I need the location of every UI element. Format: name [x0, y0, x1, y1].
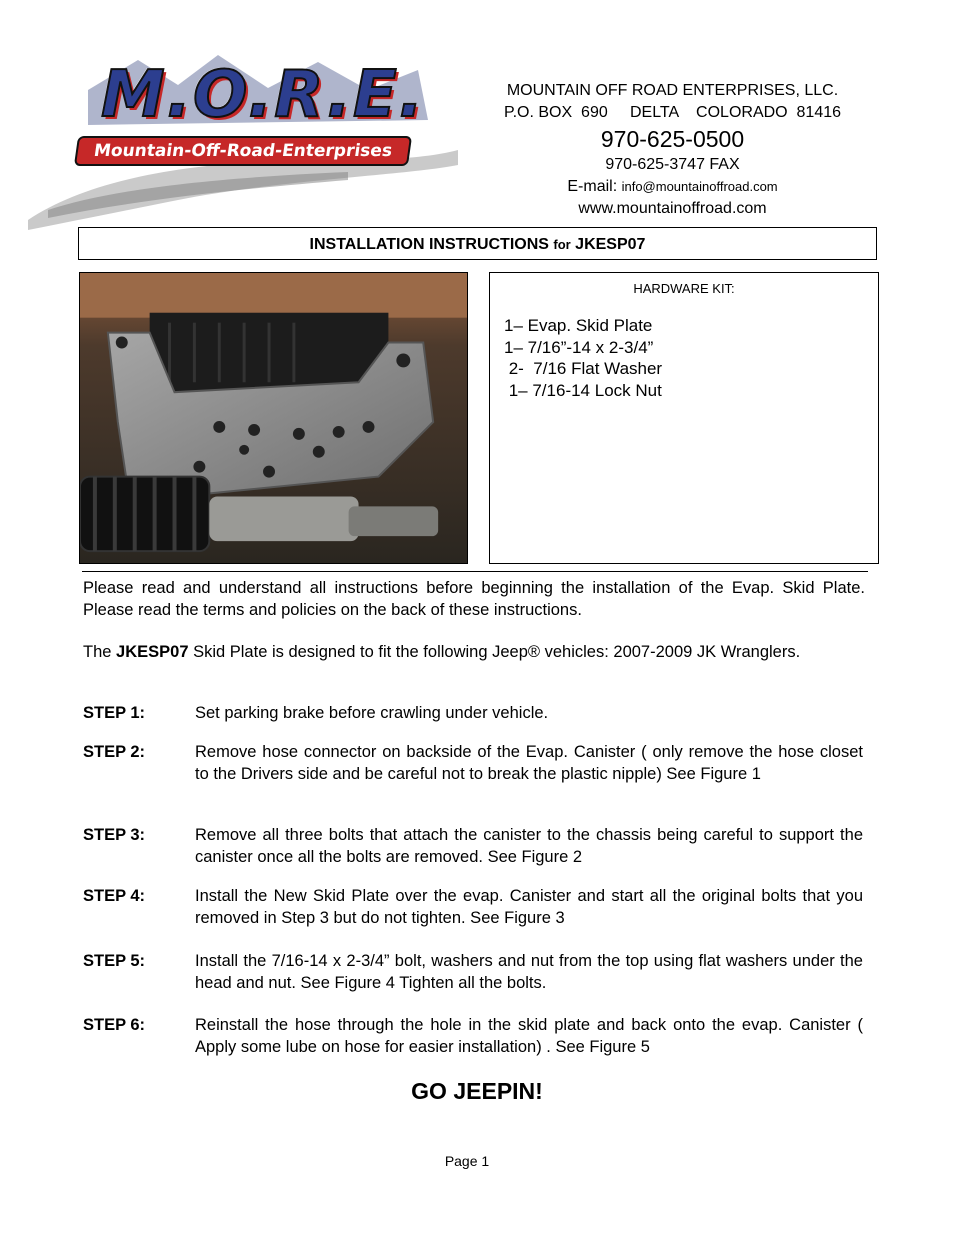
email-link[interactable]: info@mountainoffroad.com [621, 179, 778, 194]
step-label: STEP 1: [83, 704, 146, 722]
list-item: 1– 7/16-14 Lock Nut [504, 380, 662, 400]
step-text: Set parking brake before crawling under vehicle. [195, 704, 549, 722]
list-item: 2- 7/16 Flat Washer [504, 359, 663, 378]
list-item: 1– 7/16”-14 x 2-3/4” [504, 337, 654, 357]
fitment-prefix: The [83, 643, 117, 661]
company-email-line [470, 176, 875, 198]
hardware-kit-box [489, 272, 879, 564]
step-text: Remove hose connector on backside of the Evap. Canister ( only remove the hose closet to the Drivers side and be careful not to break the plastic nipple) See Figure 1 [195, 743, 863, 783]
fitment-paragraph [83, 642, 865, 664]
company-info [470, 80, 875, 220]
fitment-part-number: JKESP07 [116, 643, 189, 661]
email-label: E-mail: [567, 178, 622, 195]
company-name: MOUNTAIN OFF ROAD ENTERPRISES, LLC. [506, 82, 839, 99]
step-text: Install the New Skid Plate over the evap. Canister and start all the original bolts that you removed in Step 3 but do not tighten. See Figure 3 [195, 887, 863, 927]
list-item: 1– Evap. Skid Plate [504, 316, 653, 335]
closing-slogan: GO JEEPIN! [411, 1078, 543, 1104]
step-text: Reinstall the hose through the hole in the skid plate and back onto the evap. Canister ( Apply some lube on hose for easier installation) . See Figure 5 [195, 1016, 863, 1056]
company-website[interactable]: www.mountainoffroad.com [578, 200, 767, 217]
step-text: Remove all three bolts that attach the canister to the chassis being careful to support the canister once all the bolts are removed. See Figure 2 [195, 826, 863, 866]
page-number: Page 1 [444, 1153, 490, 1169]
intro-paragraph: Please read and understand all instructions before beginning the installation of the Evap. Skid Plate. Please read the terms and policies on the back of these instructions. [83, 579, 865, 619]
divider [82, 571, 868, 572]
fitment-text: Skid Plate is designed to fit the following Jeep® vehicles: 2007-2009 JK Wranglers. [188, 643, 801, 661]
logo-sub-text: Mountain-Off-Road-Enterprises [74, 136, 412, 166]
title-for: for [553, 237, 571, 252]
company-phone: 970-625-0500 [600, 126, 745, 152]
photo-illustration [80, 273, 467, 563]
hardware-kit-title: HARDWARE KIT: [633, 281, 735, 296]
step-text: Install the 7/16-14 x 2-3/4” bolt, washers and nut from the top using flat washers under the head and nut. See Figure 4 Tighten all the bolts. [195, 952, 863, 992]
step-label: STEP 5: [83, 952, 146, 970]
title-part-number: JKESP07 [570, 236, 646, 253]
step-label: STEP 2: [83, 743, 146, 761]
skid-plate-photo [79, 272, 468, 564]
company-address: P.O. BOX 690 DELTA COLORADO 81416 [503, 104, 842, 121]
step-label: STEP 6: [83, 1016, 146, 1034]
company-fax: 970-625-3747 FAX [605, 156, 740, 173]
document-title [78, 227, 877, 260]
company-logo [28, 40, 458, 230]
title-main: INSTALLATION INSTRUCTIONS [309, 236, 554, 253]
step-label: STEP 3: [83, 826, 146, 844]
hardware-list [504, 315, 662, 401]
logo-main-text: M.O.R.E. [100, 58, 426, 132]
step-label: STEP 4: [83, 887, 146, 905]
